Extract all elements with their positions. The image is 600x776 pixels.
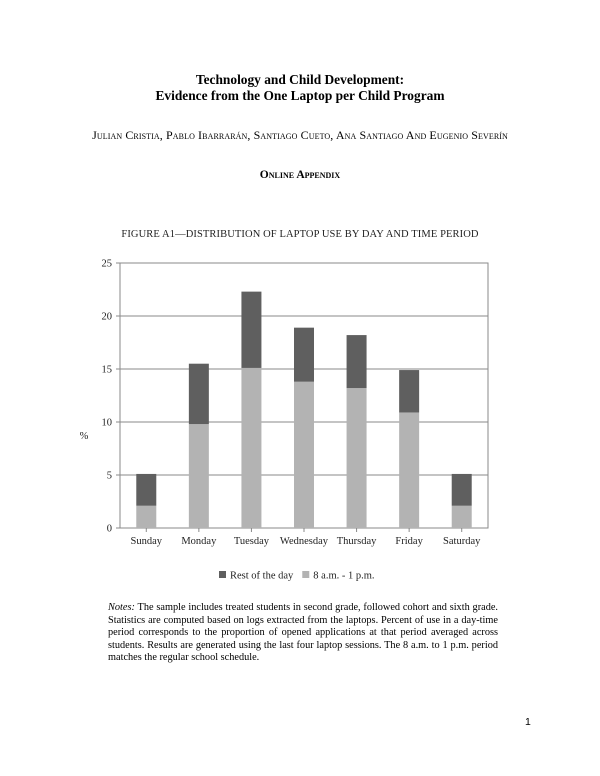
figure-title: FIGURE A1—DISTRIBUTION OF LAPTOP USE BY DAY AND TIME PERIOD [121, 229, 479, 240]
x-tick-label: Sunday [130, 536, 163, 547]
bar-school-hours-friday [399, 412, 419, 528]
x-tick-label: Friday [395, 536, 423, 547]
y-tick-label: 10 [101, 417, 112, 429]
notes-lead: Notes: [108, 602, 135, 613]
bar-rest-of-day-thursday [347, 335, 367, 388]
section-heading: Online Appendix [259, 169, 341, 181]
notes-body: The sample includes treated students in second grade, followed cohort and sixth grade. Statistics are computed based on logs extracted from the laptops. Percent of use in a day-time period corresponds to the proportion of opened applications at that period averaged across students. Results are generated using the last four laptop sessions. The 8 a.m. to 1 p.m. period matches the regular school schedule. [108, 602, 498, 664]
bar-rest-of-day-monday [189, 364, 209, 424]
paper-title-line2: Evidence from the One Laptop per Child Program [155, 88, 445, 103]
legend-label: 8 a.m. - 1 p.m. [313, 570, 375, 582]
x-tick-label: Thursday [336, 536, 377, 547]
bar-rest-of-day-wednesday [294, 328, 314, 382]
bar-rest-of-day-friday [399, 370, 419, 412]
bar-school-hours-wednesday [294, 382, 314, 528]
y-axis-label: % [79, 431, 89, 442]
bar-school-hours-tuesday [241, 368, 261, 528]
legend-swatch [219, 571, 226, 578]
bar-school-hours-sunday [136, 506, 156, 528]
bar-rest-of-day-tuesday [241, 292, 261, 368]
y-tick-label: 25 [101, 258, 112, 270]
x-tick-label: Monday [181, 536, 217, 547]
author-list: Julian Cristia, Pablo Ibarrarán, Santiago Cueto, Ana Santiago And Eugenio Severín [92, 128, 508, 142]
y-tick-label: 5 [106, 470, 112, 482]
y-tick-label: 15 [101, 364, 112, 376]
x-tick-label: Saturday [443, 536, 481, 547]
legend-swatch [302, 571, 309, 578]
bar-school-hours-monday [189, 424, 209, 528]
page-number: 1 [525, 716, 531, 728]
x-tick-label: Tuesday [233, 536, 270, 547]
bar-school-hours-thursday [347, 388, 367, 528]
y-tick-label: 0 [106, 523, 112, 535]
bar-school-hours-saturday [452, 506, 472, 528]
x-tick-label: Wednesday [279, 536, 329, 547]
y-tick-label: 20 [101, 311, 112, 323]
bar-rest-of-day-saturday [452, 474, 472, 506]
bar-rest-of-day-sunday [136, 474, 156, 506]
paper-title-line1: Technology and Child Development: [195, 72, 405, 87]
legend-label: Rest of the day [230, 570, 294, 582]
figure-notes [108, 602, 498, 665]
